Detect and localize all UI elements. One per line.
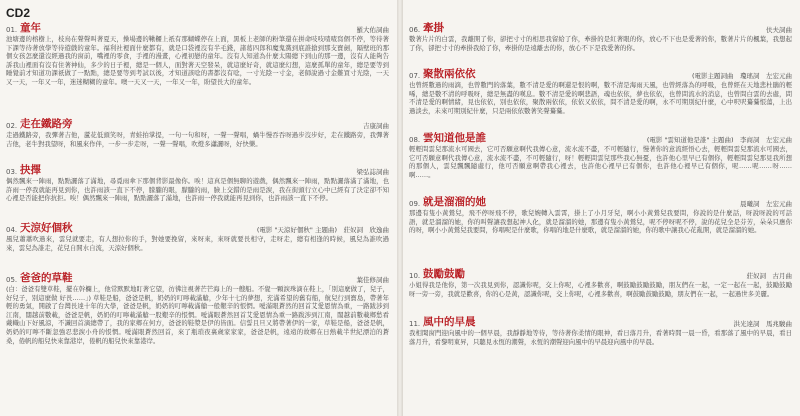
song-credit: 晨曦詞 左宏元曲 [740, 200, 792, 208]
song-number: 11. [409, 320, 421, 328]
song-entry [409, 266, 794, 314]
song-number: 06. [409, 26, 421, 34]
song-lyrics: (白：爸爸有雙草鞋，擺在幹欄上，他常默默地盯著它望，彷彿注視著芒芒海上的一艘船。不覺一顆淚珠滴在鞋上，「別這麼做了，兒子，好兒子，別這麼做 好長……」) 草鞋是船，爸爸是帆，奶奶的叮嚀載滿艙，少年十七的夢想，充滿希望的舊有船，航兒行到寶島，帶著年輕的勇氣，開啟了台灣長達十年的大學，爸爸是帆，奶奶的叮嚀載滿艙一般艱辛的悵惘。噯滿眼蒼然的回首艾愛恩情為重，一路跋涉到江南，闊越前數載，爸爸是帆，奶奶的叮嚀載滿艙一股艱辛的悵惘。噯滿眼蒼然回首艾愛恩情為重一路跋涉到江南，闊越前數載鄉愁看戴幟山下好風涼，不識回首滴總帶了，我的家鄉在何方，爸爸的鞋漿是伊的皆面。信誓且旦又將帶著伊的一家，草鞋是船，爸爸是帆，奶奶的叮嚀不斷忽強忍悲淚小舟的悵惘。噯滿眼蒼然回首，來了瓶瑣夜裏歲家家家，爸爸是帆，遠遠的故鄉在日熱載半世紀漂泊的蒼桑，倦帆的船兒快來靠港岸，倦帆的船兒快來靠港岸。 [6, 285, 389, 345]
song-header [6, 116, 391, 131]
song-number: 04. [6, 226, 18, 234]
song-title: 童年 [20, 22, 41, 34]
song-credit: 葉佳修詞曲 [356, 276, 389, 284]
song-title: 抉擇 [20, 164, 41, 176]
song-header [409, 20, 794, 35]
song-title: 天涼好個秋 [20, 222, 73, 234]
song-header [6, 162, 391, 177]
song-lyrics: 我相聞窗門迎向風中的一個早晨，我靜靜地等待，等待著你柔情的眼神，看日落月升，看著時間一晨一昏，看那落了風中的早晨，看日落月升，看黎明東昇，只聽見永恆的潮聲，永恆的潮聲迎向風中的早晨迎向風中的早晨。 [409, 329, 792, 346]
song-entry [409, 66, 794, 130]
song-lyrics: 偶然飄來一陣雨，點點灑落了滿地，尋覓雨傘下那個背影最像你。唉！這真是個無聊的遊戲，偶然飄來一陣雨，點點灑落滿了滿地，也許雨一停我就能再見到你，也許雨該一直下不停，朦朧的眼，朦朧的雨，臉上交錯的是雨是淚，我在街頭行立心中已經有了決定卻不知心裡是否能把你抗拒。唉！偶然飄來一陣雨，點點灑落了滿地，也許雨一停我就能再見到你，也許雨該一直下不停。 [6, 177, 389, 203]
song-lyrics: 走過鐵路旁，我彈著吉他，蘆花低頭笑呀，青蛙拍掌提，一句一句和呀，一聲一聲唱，蝸牛慢吞吞呀過步沒步好，走在鐵路旁，我彈著吉他，老牛對我望呀，和風來作伴，一步一步走呀，一聲一聲唱，吹燈多瀟灑呀，好快樂。 [6, 131, 389, 148]
song-lyrics: 也曾經數過的雨滴，也曾數門的落葉，數不清是愛的啊還是恨的啊，數不清是海雨天風，也曾經落為的呼吸，也曾經在天地悲杜鵑的輕唏，總是數不清的呼吸呀，總是無盡的嘆息。數不清是愛的啊悲語，魂也依依，夢也依依，也曾問流水的消息，也曾問白雲的去處，問不清是愛的啊情緒，見也依依，別也依依，聚散兩依依，依依又依依，問不清是愛的啊，永不可期別紀什麼，心中呎呎驀驀悵蕩，上出過淡去，未來可期別紀什麼，只是兩依依數著笑聲驀驀。 [409, 81, 792, 115]
song-credit: 伕夫詞曲 [766, 26, 792, 34]
disc-label: CD2 [6, 6, 31, 20]
song-title: 爸爸的草鞋 [20, 272, 73, 284]
song-number: 10. [409, 272, 421, 280]
song-number: 02. [6, 122, 18, 130]
song-entry [6, 20, 391, 116]
song-title: 風中的早晨 [423, 316, 476, 328]
song-number: 03. [6, 168, 18, 176]
song-title: 走在鐵路旁 [20, 118, 73, 130]
song-entry [6, 162, 391, 220]
song-number: 05. [6, 276, 18, 284]
song-lyrics: 數著片片的白雲，我離開了你，卻把寸寸的相思我留給了你，牽掛的是紅著眼的你，放心不下也是愛著的你，數著片片的楓葉，我想起了你，卻把寸寸的牽掛我給了你，牽掛的是遠離去的你，放心不下是我愛著的你。 [409, 35, 792, 52]
song-title: 鼓勵鼓勵 [423, 268, 465, 280]
song-title: 聚散兩依依 [423, 68, 476, 80]
left-page [0, 0, 397, 416]
song-credit: 吉康詞曲 [363, 122, 389, 130]
song-entry [409, 194, 794, 266]
song-credit: (電影主題詞曲 瓊瑤詞 左宏元曲 [691, 72, 792, 80]
song-credit: (電影 "雲知道他是誰" 主題曲) 李商詞 左宏元曲 [646, 136, 792, 144]
song-title: 雲知道他是誰 [423, 132, 486, 144]
song-header [6, 270, 391, 285]
song-credit: 洪光達詞 馬兆駿曲 [733, 320, 792, 328]
song-entry [409, 314, 794, 374]
song-header [6, 20, 391, 35]
song-title: 牽掛 [423, 22, 444, 34]
song-header [409, 194, 794, 209]
song-entry [409, 130, 794, 194]
song-lyrics: 小姐得我是他你，第一次我見到你，認識你呢，交上你呢，心裡多歡喜，啊鼓勵鼓勵鼓勵，朋友們在一起，一定一起在一起，鼓勵鼓勵呀一旁一旁，我就是歡喜，你的心是黃，認識你呢，交上你呢，心裡多歡喜，啊鼓勵鼓勵鼓勵，朋友們在一起，一起過世多美麗。 [409, 281, 792, 298]
song-lyrics: 那邊有隻小黃鶯兒，飛不停呀飛不停，歌兒婉轉入雲霄，掛上了小月牙兒，啊小小黃鶯兒我要問，你說的是什麼話，呀說呀說的可話語，就是溜溜的她，你的叫聲讓我想起神人化，就是溜溜的她，那邊有隻小黃鶯兒，呢不停呀呢不停，說的花兒全是芬芳，朵朵只應你的呀，啊小小黃鶯兒我要問，你唱呢是什麼歌，你唱的地是什麼歌，就是溜溜的她，你的歌中讓我心花亂開，就是溜溜的她。 [409, 209, 792, 235]
right-page [403, 0, 800, 416]
song-lyrics: 池塘邊的榕樹上，枝鳥在聲聲叫著夏天，操場邊的鞦韆上祇有那蝴蝶停在上面，黑板上老師的粉筆還在拼命吱吱喳喳寫個不停，等待著下課等待著放學等待遊戲的童年。福利社裡面什麼都有，就是口袋裡沒有半毛錢，諸葛四郎和魔鬼黨到底誰搶到那支寶劍，隔壁班的那個女孩怎麼還沒經過我的窗前，嘴裡的零食，手裡的漫畫，心裡初戀的童年。沒有人知道為什麼太陽總下到山的那一邊，沒有人能夠告訴我山裡面有沒有住著神仙，多少的日子裡，總是一個人，面對著天空發呆，就這麼好奇，就這麼幻想，這麼孤單的童年，總是要等到睡覺前才知道功課祇做了一點點，總是要等到考試以後，才知道該唸的書都沒有唸，一寸光陰一寸金，老師說過寸金難買寸光陰，一天又一天，一年又一年，迷迷糊糊的童年。噢一天又一天，一年又一年，盼望長大的童年。 [6, 35, 389, 86]
song-entry [6, 270, 391, 410]
song-header [409, 66, 794, 81]
song-number: 09. [409, 200, 421, 208]
song-title: 就是溜溜的她 [423, 196, 486, 208]
song-entry [409, 20, 794, 66]
song-entry [6, 220, 391, 270]
song-number: 07. [409, 72, 421, 80]
song-credit: 羅大佑詞曲 [356, 26, 389, 34]
song-number: 01. [6, 26, 18, 34]
song-lyrics: 風兒蕭蕭吹過來，雲兒就要走，有人想拉你的手，對她要挽留，來呀來，來呀就要長相守，走呀走，總有相逢的時候，風兒為誰吹過來，雲兒為誰走，花兒自開水自流，天涼好個秋。 [6, 235, 389, 252]
song-header [409, 130, 794, 145]
song-entry [6, 116, 391, 162]
song-credit: (電影 "天涼好個秋" 主題曲) 莊奴詞 欣逸曲 [256, 226, 389, 234]
song-lyrics: 輕輕問雲兒那流水可國去，它可否願意啊代我傳心意，流水流不盡，不可輕隨行，慢著你的意流經悟心去，輕輕問雲兒那流水可國去，它可否願意啊代我傳心意，流水流不盡，不可輕隨行，呀！輕輕問雲兒那些我心無憂，也許他心里早已有個你，輕輕問雲兒那見我所想的那個人，雲兒飄飄隨處行，他可否願意啊帶我心裡去，也許他心裡早已有個你，也許他心裡早已有個你，呢……呢……呀……啊……。 [409, 145, 792, 179]
song-number: 08. [409, 136, 421, 144]
song-credit: 莊奴詞 古月曲 [746, 272, 792, 280]
song-header [6, 220, 391, 235]
song-header [409, 266, 794, 281]
song-header [409, 314, 794, 329]
song-credit: 梁弘誌詞曲 [356, 168, 389, 176]
